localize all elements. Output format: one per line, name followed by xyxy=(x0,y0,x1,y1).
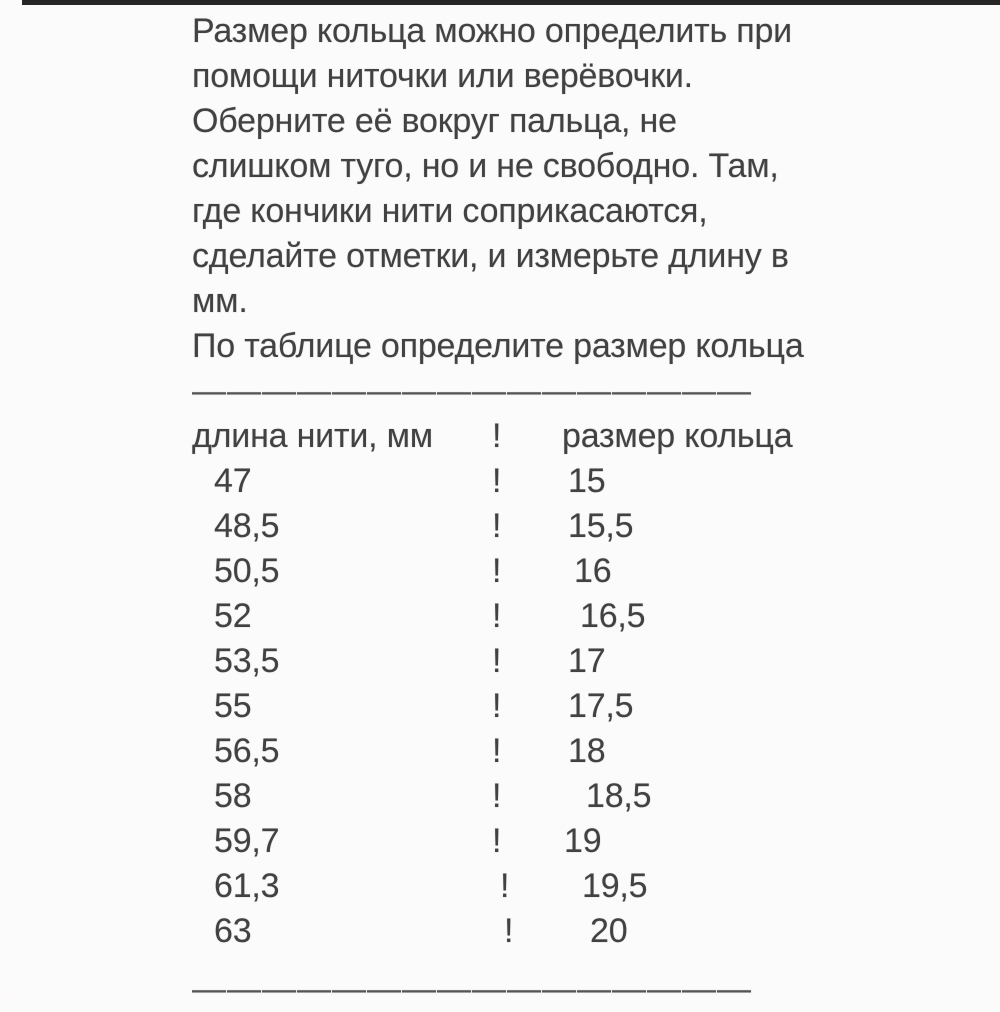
table-header-row xyxy=(192,414,872,459)
dash-divider-bottom: ———————————————— xyxy=(192,970,752,1008)
table-row xyxy=(192,909,872,954)
table-row xyxy=(192,594,872,639)
column-separator: ! xyxy=(492,642,502,680)
thread-length-cell: 53,5 xyxy=(214,642,280,680)
intro-line: Размер кольца можно определить при xyxy=(192,12,792,50)
table-row xyxy=(192,819,872,864)
ring-size-instructions xyxy=(192,0,872,1012)
column-separator: ! xyxy=(492,552,502,590)
intro-line: Оберните её вокруг пальца, не xyxy=(192,102,677,140)
ring-size-cell: 17 xyxy=(568,642,606,680)
table-row xyxy=(192,774,872,819)
thread-length-header: длина нити, мм xyxy=(192,417,433,455)
ring-size-header: размер кольца xyxy=(562,417,793,455)
table-row xyxy=(192,504,872,549)
intro-line: сделайте отметки, и измерьте длину в xyxy=(192,237,789,275)
thread-length-cell: 63 xyxy=(214,912,252,950)
thread-length-cell: 55 xyxy=(214,687,252,725)
column-separator: ! xyxy=(492,462,502,500)
thread-length-cell: 50,5 xyxy=(214,552,280,590)
ring-size-cell: 19,5 xyxy=(582,867,648,905)
intro-line: помощи ниточки или верёвочки. xyxy=(192,57,693,95)
thread-length-cell: 47 xyxy=(214,462,252,500)
table-row xyxy=(192,639,872,684)
intro-paragraph xyxy=(192,9,872,369)
ring-size-cell: 18 xyxy=(568,732,606,770)
intro-line: мм. xyxy=(192,282,248,320)
column-separator: ! xyxy=(500,867,510,905)
column-separator: ! xyxy=(492,687,502,725)
table-row xyxy=(192,684,872,729)
intro-line: где кончики нити соприкасаются, xyxy=(192,192,708,230)
ring-size-cell: 15,5 xyxy=(568,507,634,545)
thread-length-cell: 56,5 xyxy=(214,732,280,770)
column-separator: ! xyxy=(492,417,502,455)
ring-size-cell: 16 xyxy=(574,552,612,590)
column-separator: ! xyxy=(492,732,502,770)
thread-length-cell: 52 xyxy=(214,597,252,635)
thread-length-cell: 59,7 xyxy=(214,822,280,860)
intro-line: слишком туго, но и не свободно. Там, xyxy=(192,147,779,185)
column-separator: ! xyxy=(492,597,502,635)
table-row xyxy=(192,864,872,909)
thread-length-cell: 61,3 xyxy=(214,867,280,905)
table-body xyxy=(192,459,872,954)
intro-line: По таблице определите размер кольца xyxy=(192,327,804,365)
ring-size-cell: 20 xyxy=(590,912,628,950)
ring-size-cell: 16,5 xyxy=(580,597,646,635)
thread-length-cell: 58 xyxy=(214,777,252,815)
ring-size-cell: 17,5 xyxy=(568,687,634,725)
table-row xyxy=(192,549,872,594)
column-separator: ! xyxy=(492,777,502,815)
table-row xyxy=(192,729,872,774)
column-separator: ! xyxy=(492,507,502,545)
ring-size-cell: 18,5 xyxy=(586,777,652,815)
ring-size-cell: 15 xyxy=(568,462,606,500)
ring-size-table xyxy=(192,414,872,954)
thread-length-cell: 48,5 xyxy=(214,507,280,545)
table-row xyxy=(192,459,872,504)
column-separator: ! xyxy=(504,912,514,950)
ring-size-cell: 19 xyxy=(564,822,602,860)
column-separator: ! xyxy=(492,822,502,860)
dash-divider-top: ———————————————— xyxy=(192,372,752,410)
